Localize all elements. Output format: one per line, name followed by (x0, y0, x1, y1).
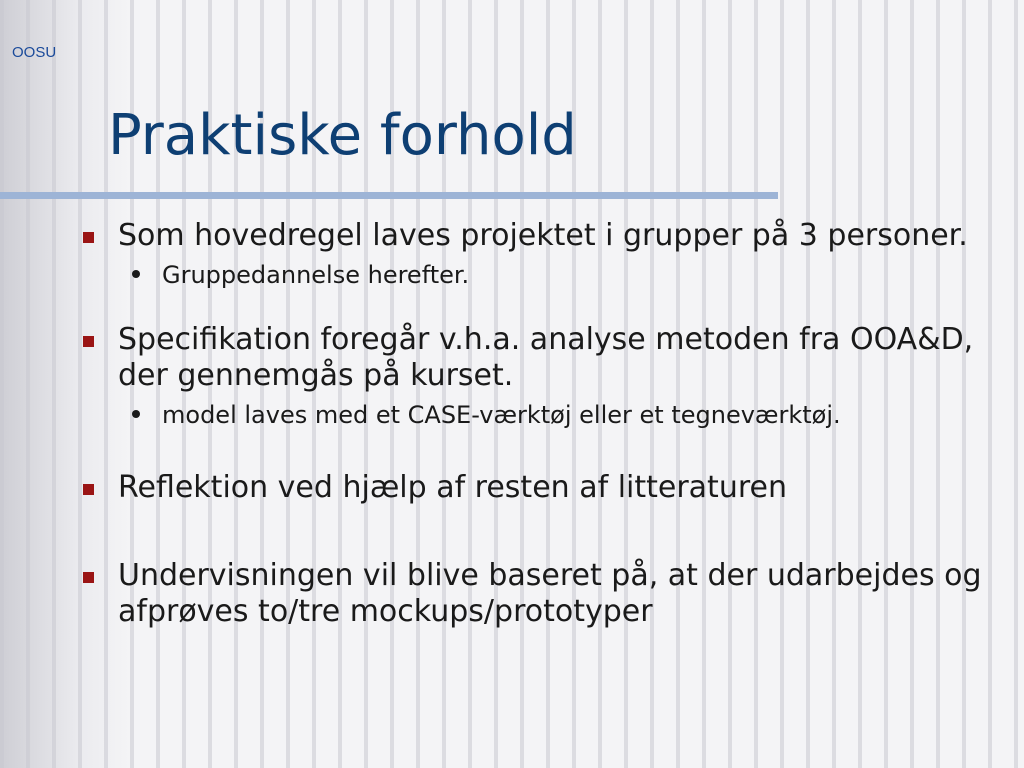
bullet-item (80, 470, 1010, 506)
title-divider (0, 192, 778, 199)
bullet-text: Undervisningen vil blive baseret på, at der udarbejdes og afprøves to/tre mockups/prototyper (118, 558, 982, 629)
square-bullet-icon (83, 232, 94, 243)
bullet-item (80, 218, 1010, 290)
bullet-item (80, 322, 1010, 430)
org-label: OOSU (12, 44, 57, 61)
bullet-item (80, 558, 1010, 630)
bullet-text: Specifikation foregår v.h.a. analyse metoden fra OOA&D, der gennemgås på kurset. (118, 322, 974, 393)
sub-bullet-item (118, 400, 1010, 430)
bullet-text: Reflektion ved hjælp af resten af litteraturen (118, 470, 787, 505)
sub-bullet-list (118, 400, 1010, 430)
square-bullet-icon (83, 572, 94, 583)
sub-bullet-item (118, 260, 1010, 290)
bullet-list (80, 218, 1010, 630)
sub-bullet-text: model laves med et CASE-værktøj eller et tegneværktøj. (162, 401, 841, 429)
round-bullet-icon (132, 270, 140, 278)
sub-bullet-list (118, 260, 1010, 290)
square-bullet-icon (83, 336, 94, 347)
bullet-text: Som hovedregel laves projektet i grupper på 3 personer. (118, 218, 968, 253)
sub-bullet-text: Gruppedannelse herefter. (162, 261, 470, 289)
round-bullet-icon (132, 410, 140, 418)
square-bullet-icon (83, 484, 94, 495)
slide-title: Praktiske forhold (108, 103, 577, 168)
